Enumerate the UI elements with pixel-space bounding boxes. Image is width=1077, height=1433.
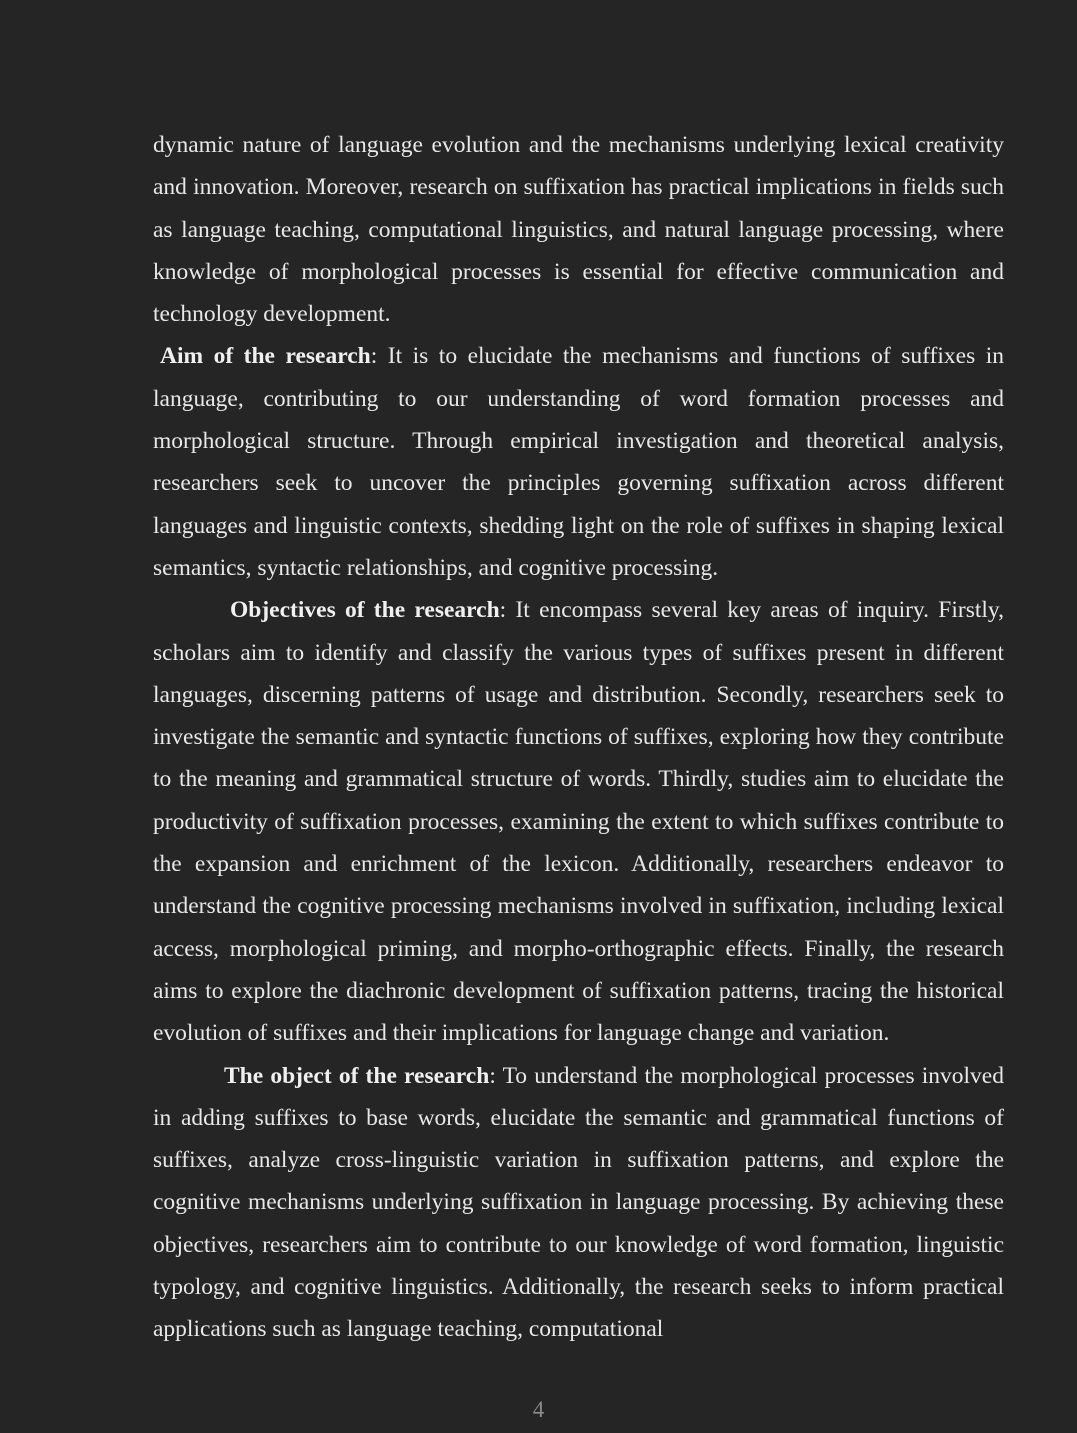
page-number: 4 [532, 1397, 545, 1422]
paragraph-text: dynamic nature of language evolution and the mechanisms underlying lexical creativity and innovation. Moreover, research on suffixation has practical implications in fields such as language teaching, computational linguistics, and natural language processing, where knowledge of morphological processes is essential for effective communication and technology development. [153, 132, 1004, 328]
paragraph-aim [153, 335, 1004, 589]
paragraph-objectives [153, 589, 1004, 1054]
body-text [153, 124, 1004, 1351]
paragraph-object [153, 1055, 1004, 1351]
paragraph-text: : It encompass several key areas of inquiry. Firstly, scholars aim to identify and classify the various types of suffixes present in different languages, discerning patterns of usage and distribution. Secondly, researchers seek to investigate the semantic and syntactic functions of suffixes, exploring how they contribute to the meaning and grammatical structure of words. Thirdly, studies aim to elucidate the productivity of suffixation processes, examining the extent to which suffixes contribute to the expansion and enrichment of the lexicon. Additionally, researchers endeavor to understand the cognitive processing mechanisms involved in suffixation, including lexical access, morphological priming, and morpho-orthographic effects. Finally, the research aims to explore the diachronic development of suffixation patterns, tracing the historical evolution of suffixes and their implications for language change and variation. [153, 597, 1005, 1047]
section-heading-objectives: Objectives of the research [230, 597, 500, 624]
paragraph-intro-continuation [153, 124, 1004, 335]
section-heading-object: The object of the research [224, 1062, 490, 1089]
section-heading-aim: Aim of the research [160, 343, 371, 370]
paragraph-text: : To understand the morphological processes involved in adding suffixes to base words, elucidate the semantic and grammatical functions of suffixes, analyze cross-linguistic variation in suffixation patterns, and explore the cognitive mechanisms underlying suffixation in language processing. By achieving these objectives, researchers aim to contribute to our knowledge of word formation, linguistic typology, and cognitive linguistics. Additionally, the research seeks to inform practical applications such as language teaching, computational [153, 1062, 1004, 1343]
paragraph-text: : It is to elucidate the mechanisms and functions of suffixes in language, contributing to our understanding of word formation processes and morphological structure. Through empirical investigation and theoretical analysis, researchers seek to uncover the principles governing suffixation across different languages and linguistic contexts, shedding light on the role of suffixes in shaping lexical semantics, syntactic relationships, and cognitive processing. [153, 343, 1004, 581]
